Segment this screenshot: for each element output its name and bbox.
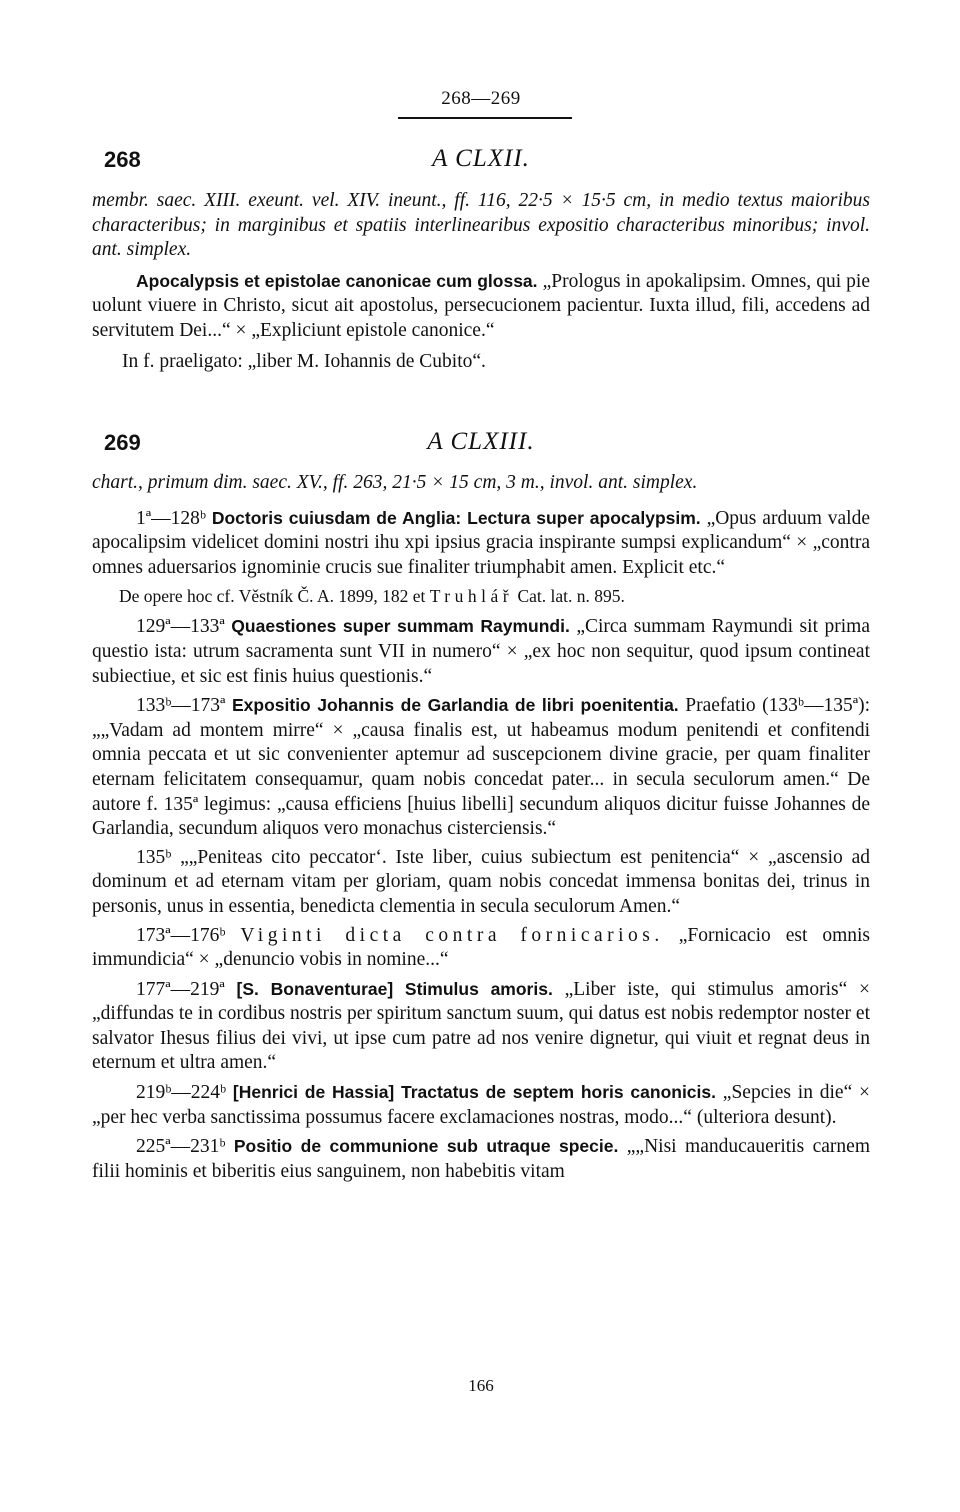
entry-number: 268: [104, 147, 141, 172]
running-head: 268—269: [441, 88, 521, 109]
reference-note: De opere hoc cf. Věstník Č. A. 1899, 182 et Truhlář Cat. lat. n. 895.: [119, 586, 625, 607]
work-title: Apocalypsis et epistolae canonicae cum glossa.: [136, 270, 538, 291]
work-title: Quaestiones super summam Raymundi.: [231, 616, 570, 637]
folio-range: 135ᵇ: [136, 846, 172, 868]
content-paragraph: [92, 269, 870, 344]
item-paragraph: [92, 1134, 870, 1184]
author-name-spaced: Truhlář: [429, 586, 514, 607]
work-title: [S. Bonaventurae] Stimulus amoris.: [236, 978, 553, 999]
item-paragraph: [92, 977, 870, 1076]
item-paragraph: [92, 693, 870, 842]
incipit-explicit: Praefatio (133ᵇ—135ª): „„Vadam ad montem mirre“ × „causa finalis est, ut habeamus modum penitendi et confitendi omnia peccata et ut sic convenienter aptemur ad suscepcionem divine gracie, per quam finaliter eternam felicitatem consequamur, quam nobis concedat pater... in secula seculorum amen.“ De autore f. 135ª legimus: „causa efficiens [huius libelli] secundum aliquos dicitur fuisse Johannes de Garlandia, secundum aliquos vero monachus cisterciensis.“: [92, 695, 870, 840]
item-paragraph: [92, 846, 870, 920]
work-title-spaced: Viginti dicta contra fornicarios.: [240, 924, 664, 946]
page-number: 166: [468, 1376, 494, 1395]
manuscript-description: membr. saec. XIII. exeunt. vel. XIV. ineunt., ff. 116, 22·5 × 15·5 cm, in medio textus maioribus characteribus; in marginibus et spatiis interlinearibus expositio characteribus minoribus; invol. ant. simplex.: [92, 190, 870, 261]
entry-268-body: [92, 189, 870, 374]
folio-range: 177ª—219ª: [136, 978, 225, 1000]
incipit-explicit: „Liber iste, qui stimulus amoris“ × „diffundas te in cordibus nostris per spiritum sanctum suum, qui datus est nobis redemptor noster et salvator Ihesus filius dei vivi, ut ipse cum patre ad nos venire dignetur, qui viuit et regnat deus in eternum et ultra amen.“: [92, 978, 870, 1074]
incipit-explicit: „Sepcies in die“ × „per hec verba sanctissima possumus facere exclamaciones nostras, modo...“ (ulteriora desunt).: [92, 1082, 871, 1128]
flyleaf-note: In f. praeligato: „liber M. Iohannis de Cubito“.: [122, 350, 486, 372]
running-head-rule: [398, 117, 572, 119]
incipit-explicit: „Opus arduum valde apocalipsim videlicet domini nostri ihu xpi ipsius gracia inspirante sumpsi explicandum“ × „contra omnes aduersarios ignominie crucis sue finaliter triumphabit amen. Explicit etc.“: [92, 507, 871, 578]
entry-269-body: [92, 471, 870, 1184]
incipit-explicit: „„Peniteas cito peccator‘. Iste liber, cuius subiectum est penitencia“ × „ascensio ad dominum et ad eternam vitam per gloriam, quam nobis concedat immensa bonitas dei, trinus in personis, unus in essentia, benedicta clementia in secula seculorum Amen.“: [92, 846, 870, 917]
entry-268-heading: [92, 147, 870, 177]
entry-signature: A CLXIII.: [427, 428, 535, 455]
work-title: [Henrici de Hassia] Tractatus de septem horis canonicis.: [232, 1082, 716, 1103]
folio-range: 219ᵇ—224ᵇ: [136, 1082, 227, 1104]
item-paragraph: [92, 614, 870, 689]
folio-range: 133ᵇ—173ª: [136, 695, 226, 717]
incipit-explicit: „Fornicacio est omnis immundicia“ × „denuncio vobis in nomine...“: [92, 924, 870, 971]
folio-range: 1ª—128ᵇ: [136, 507, 206, 529]
work-title: Doctoris cuiusdam de Anglia: Lectura super apocalypsim.: [211, 507, 701, 528]
work-title: Expositio Johannis de Garlandia de libri poenitentia.: [231, 695, 679, 716]
incipit-explicit: „Circa summam Raymundi sit prima questio ista: utrum sacramenta sunt VII in numero“ × „ex hoc non sequitur, quod ipsum contineat subiectiue, et sic est finis huius questionis.“: [92, 616, 870, 687]
item-paragraph: [92, 506, 870, 581]
entry-number: 269: [104, 430, 141, 455]
entry-signature: A CLXII.: [432, 145, 530, 172]
entry-269-heading: [92, 430, 870, 460]
manuscript-description: chart., primum dim. saec. XV., ff. 263, 21·5 × 15 cm, 3 m., invol. ant. simplex.: [92, 472, 698, 493]
work-title: Positio de communione sub utraque specie.: [233, 1136, 619, 1157]
incipit-explicit: „„Nisi manducaueritis carnem filii hominis et biberitis eius sanguinem, non habebitis vitam: [92, 1136, 870, 1182]
folio-range: 129ª—133ª: [136, 616, 225, 638]
item-paragraph: [92, 924, 870, 973]
folio-range: 225ª—231ᵇ: [136, 1136, 226, 1158]
incipit-explicit: „Prologus in apokalipsim. Omnes, qui pie uolunt viuere in Christo, sicut ait apostolus, persecucionem pacientur. Iuxta illud, fili, accedens ad servitutem Dei...“ × „Expliciunt epistole canonice.“: [92, 270, 870, 341]
folio-range: 173ª—176ᵇ: [136, 924, 226, 946]
item-paragraph: [92, 1080, 870, 1130]
